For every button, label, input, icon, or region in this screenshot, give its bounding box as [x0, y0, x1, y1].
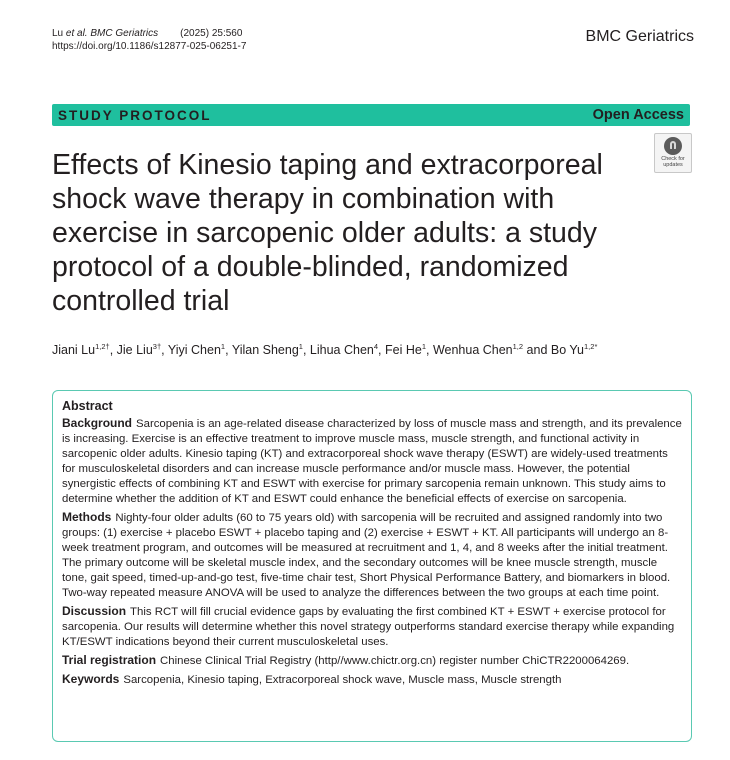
author-affiliation-sup: 1,2 [512, 342, 524, 351]
author-affiliation-sup: 1,2† [95, 342, 110, 351]
abstract-keywords [62, 672, 682, 688]
author-list [52, 343, 597, 357]
methods-label: Methods [62, 510, 112, 524]
author-affiliation-sup: 3† [152, 342, 162, 351]
author-affiliation-sup: 1 [298, 342, 303, 351]
article-type-label: STUDY PROTOCOL [58, 107, 212, 123]
abstract-methods [62, 510, 682, 601]
author-separator: , [109, 343, 117, 357]
check-for-updates-badge[interactable] [654, 133, 692, 173]
badge-label: Check for updates [661, 156, 685, 168]
journal-brand: BMC Geriatrics [585, 28, 694, 45]
discussion-label: Discussion [62, 604, 127, 618]
author-name[interactable]: Jie Liu [116, 343, 153, 357]
keywords-label: Keywords [62, 672, 120, 686]
author-separator: , [161, 343, 168, 357]
methods-text: Nighty-four older adults (60 to 75 years old) with sarcopenia will be recruited and assigned randomly into two groups: (1) exercise + placebo ESWT + placebo taping and (2) exercise + ESWT + KT. All participants will undergo an 8-week treatment program, and outcomes will be measured at recruitment and 1, 4, and 8 weeks after the initial treatment. The primary outcome will be skeletal muscle index, and the secondary outcomes will be knee muscle strength, muscle tone, gait speed, timed-up-and-go test, five-time chair test, Short Physical Performance Battery, and biomarkers in blood. Two-way repeated measure ANOVA will be used to analyze the differences between the two groups at each time point. [62, 512, 671, 599]
citation-authors: Lu [52, 28, 66, 39]
author-name[interactable]: Jiani Lu [52, 343, 96, 357]
author-name[interactable]: Wenhua Chen [432, 343, 513, 357]
citation-journal: et al. BMC Geriatrics [65, 28, 159, 39]
open-access-label: Open Access [592, 107, 684, 123]
trial-text: Chinese Clinical Trial Registry (http//www.chictr.org.cn) register number ChiCTR2200064269. [160, 655, 630, 667]
article-citation [52, 27, 246, 53]
author-separator: , [378, 343, 385, 357]
bookmark-icon [664, 137, 682, 155]
author-name[interactable]: Lihua Chen [309, 343, 374, 357]
author-name[interactable]: Fei He [384, 343, 422, 357]
trial-label: Trial registration [62, 653, 157, 667]
discussion-text: This RCT will fill crucial evidence gaps by evaluating the first combined KT + ESWT + exercise protocol for sarcopenia. Our results will determine whether this novel strategy outperforms standard exercise therapy while expanding KT/ESWT indications beyond their current musculoskeletal uses. [62, 606, 675, 648]
abstract-heading: Abstract [62, 399, 113, 413]
abstract-box [52, 390, 692, 742]
abstract-background [62, 416, 682, 507]
author-affiliation-sup: 1 [220, 342, 226, 351]
author-name[interactable]: Yiyi Chen [167, 343, 221, 357]
background-label: Background [62, 416, 133, 430]
abstract-trial-registration [62, 653, 682, 669]
background-text: Sarcopenia is an age-related disease characterized by loss of muscle mass and strength, and its prevalence is increasing. Exercise is an effective treatment to improve muscle mass, muscle strength, and functional activity in sarcopenic older adults. Kinesio taping (KT) and extracorporeal shock wave therapy (ESWT) are widely-used treatments for musculoskeletal disorders and can increase muscle performance and/or muscle mass. However, the potential synergistic effects of combining KT and ESWT with exercise for primary sarcopenia remain unknown. This study aims to determine whether the addition of KT and ESWT could enhance the beneficial effects of exercise on sarcopenia. [62, 418, 682, 505]
keywords-text: Sarcopenia, Kinesio taping, Extracorporeal shock wave, Muscle mass, Muscle strength [123, 674, 562, 686]
author-separator: and [523, 343, 551, 357]
abstract-discussion [62, 604, 682, 650]
author-name[interactable]: Bo Yu [550, 343, 585, 357]
doi-link[interactable]: https://doi.org/10.1186/s12877-025-06251-7 [52, 41, 247, 52]
author-separator: , [425, 343, 433, 357]
article-title: Effects of Kinesio taping and extracorporeal shock wave therapy in combination with exercise in sarcopenic older adults: a study protocol of a double-blinded, randomized controlled trial [52, 149, 603, 317]
citation-line [52, 27, 246, 40]
article-type-banner [52, 104, 690, 126]
author-affiliation-sup: 1,2* [584, 342, 598, 351]
citation-year-volume: (2025) 25:560 [180, 28, 243, 39]
author-separator: , [302, 343, 310, 357]
author-name[interactable]: Yilan Sheng [231, 343, 299, 357]
author-separator: , [225, 343, 232, 357]
author-affiliation-sup: 4 [373, 342, 379, 351]
author-affiliation-sup: 1 [421, 342, 426, 351]
